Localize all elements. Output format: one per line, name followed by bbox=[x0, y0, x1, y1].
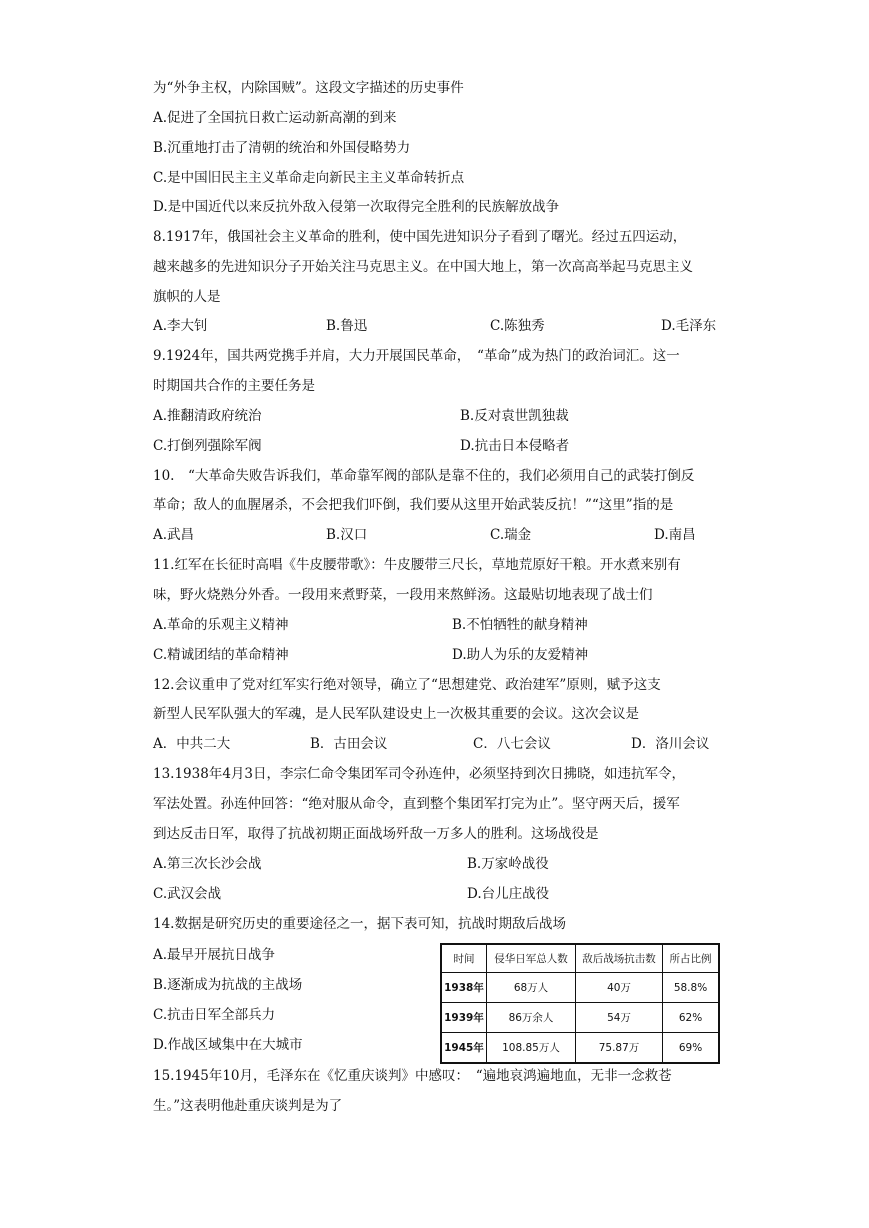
table-header-cell: 侵华日军总人数 bbox=[487, 944, 576, 973]
q7-stem-end: 为“外争主权，内除国贼”。这段文字描述的历史事件 bbox=[153, 80, 464, 96]
q13-option-d: D.台儿庄战役 bbox=[467, 886, 550, 902]
q9-option-b: B.反对袁世凯独裁 bbox=[460, 408, 569, 424]
q12-option-d: D．洛川会议 bbox=[631, 736, 710, 752]
table-cell: 69% bbox=[663, 1033, 720, 1064]
q10-option-c: C.瑞金 bbox=[490, 527, 532, 543]
q8-option-a: A.李大钊 bbox=[153, 318, 208, 334]
q10-stem-line1: 10. “大革命失败告诉我们，革命靠军阀的部队是靠不住的，我们必须用自己的武装打倒反 bbox=[153, 468, 695, 484]
q14-option-d: D.作战区域集中在大城市 bbox=[153, 1037, 303, 1053]
q10-option-a: A.武昌 bbox=[153, 527, 195, 543]
q9-stem-line1: 9.1924年，国共两党携手并肩，大力开展国民革命， “革命”成为热门的政治词汇。这一 bbox=[153, 348, 680, 364]
table-row bbox=[441, 973, 719, 1003]
table-row bbox=[441, 1033, 719, 1064]
q11-option-a: A.革命的乐观主义精神 bbox=[153, 617, 289, 633]
q7-option-c: C.是中国旧民主主义革命走向新民主主义革命转折点 bbox=[153, 170, 465, 186]
q9-option-d: D.抗击日本侵略者 bbox=[460, 438, 570, 454]
table-cell: 68万人 bbox=[487, 973, 576, 1003]
table-row bbox=[441, 1003, 719, 1033]
table-cell: 108.85万人 bbox=[487, 1033, 576, 1064]
q8-option-d: D.毛泽东 bbox=[661, 318, 717, 334]
q10-option-b: B.汉口 bbox=[326, 527, 368, 543]
q8-stem-line3: 旗帜的人是 bbox=[153, 289, 221, 305]
q11-option-c: C.精诚团结的革命精神 bbox=[153, 647, 289, 663]
q9-stem-line2: 时期国共合作的主要任务是 bbox=[153, 378, 315, 394]
q15-stem-line1: 15.1945年10月，毛泽东在《忆重庆谈判》中感叹： “遍地哀鸿遍地血，无非一念救苍 bbox=[153, 1068, 672, 1084]
q13-option-c: C.武汉会战 bbox=[153, 886, 222, 902]
q13-stem-line1: 13.1938年4月3日，李宗仁命令集团军司令孙连仲，必须坚持到次日拂晓，如违抗军令， bbox=[153, 766, 686, 782]
table-cell: 86万余人 bbox=[487, 1003, 576, 1033]
q11-stem-line1: 11.红军在长征时高唱《牛皮腰带歌》：牛皮腰带三尺长，草地荒原好干粮。开水煮来别有 bbox=[153, 557, 681, 573]
q11-option-b: B.不怕牺牲的献身精神 bbox=[452, 617, 588, 633]
q12-option-c: C．八七会议 bbox=[473, 736, 551, 752]
q14-stem-line1: 14.数据是研究历史的重要途径之一，据下表可知，抗战时期敌后战场 bbox=[153, 916, 566, 932]
q13-option-b: B.万家岭战役 bbox=[467, 856, 549, 872]
q14-option-c: C.抗击日军全部兵力 bbox=[153, 1007, 276, 1023]
q8-option-b: B.鲁迅 bbox=[326, 318, 368, 334]
q12-stem-line2: 新型人民军队强大的军魂，是人民军队建设史上一次极其重要的会议。这次会议是 bbox=[153, 706, 639, 722]
table-header-cell: 敌后战场抗击数 bbox=[576, 944, 663, 973]
q11-stem-line2: 味，野火烧熟分外香。一段用来煮野菜，一段用来熬鲜汤。这最贴切地表现了战士们 bbox=[153, 587, 653, 603]
table-header-row bbox=[441, 944, 719, 973]
q10-option-d: D.南昌 bbox=[654, 527, 696, 543]
q12-stem-line1: 12.会议重申了党对红军实行绝对领导，确立了“思想建党、政治建军”原则，赋予这支 bbox=[153, 677, 661, 693]
table-cell: 58.8% bbox=[663, 973, 720, 1003]
q15-stem-line2: 生。”这表明他赴重庆谈判是为了 bbox=[153, 1098, 343, 1114]
table-cell: 62% bbox=[663, 1003, 720, 1033]
q14-option-b: B.逐渐成为抗战的主战场 bbox=[153, 977, 303, 993]
table-header-cell: 所占比例 bbox=[663, 944, 720, 973]
q12-option-a: A．中共二大 bbox=[153, 736, 231, 752]
q7-option-d: D.是中国近代以来反抗外敌入侵第一次取得完全胜利的民族解放战争 bbox=[153, 199, 560, 215]
table-cell: 1939年 bbox=[441, 1003, 487, 1033]
q11-option-d: D.助人为乐的友爱精神 bbox=[452, 647, 589, 663]
table-cell: 1945年 bbox=[441, 1033, 487, 1064]
q8-stem-line2: 越来越多的先进知识分子开始关注马克思主义。在中国大地上，第一次高高举起马克思主义 bbox=[153, 259, 693, 275]
q12-option-b: B．古田会议 bbox=[310, 736, 388, 752]
anti-japanese-war-data-table bbox=[440, 943, 720, 1064]
q14-option-a: A.最早开展抗日战争 bbox=[153, 947, 276, 963]
table-cell: 40万 bbox=[576, 973, 663, 1003]
table-cell: 1938年 bbox=[441, 973, 487, 1003]
table-cell: 75.87万 bbox=[576, 1033, 663, 1064]
q8-option-c: C.陈独秀 bbox=[490, 318, 545, 334]
q9-option-c: C.打倒列强除军阀 bbox=[153, 438, 262, 454]
q13-stem-line2: 军法处置。孙连仲回答：“绝对服从命令，直到整个集团军打完为止”。坚守两天后，援军 bbox=[153, 796, 680, 812]
q7-option-a: A.促进了全国抗日救亡运动新高潮的到来 bbox=[153, 110, 397, 126]
table-header-cell: 时间 bbox=[441, 944, 487, 973]
q10-stem-line2: 革命；敌人的血腥屠杀，不会把我们吓倒，我们要从这里开始武装反抗！”“这里”指的是 bbox=[153, 497, 674, 513]
q13-stem-line3: 到达反击日军，取得了抗战初期正面战场歼敌一万多人的胜利。这场战役是 bbox=[153, 826, 599, 842]
q8-stem-line1: 8.1917年，俄国社会主义革命的胜利，使中国先进知识分子看到了曙光。经过五四运动， bbox=[153, 229, 687, 245]
q9-option-a: A.推翻清政府统治 bbox=[153, 408, 262, 424]
table-cell: 54万 bbox=[576, 1003, 663, 1033]
q13-option-a: A.第三次长沙会战 bbox=[153, 856, 262, 872]
q7-option-b: B.沉重地打击了清朝的统治和外国侵略势力 bbox=[153, 140, 411, 156]
